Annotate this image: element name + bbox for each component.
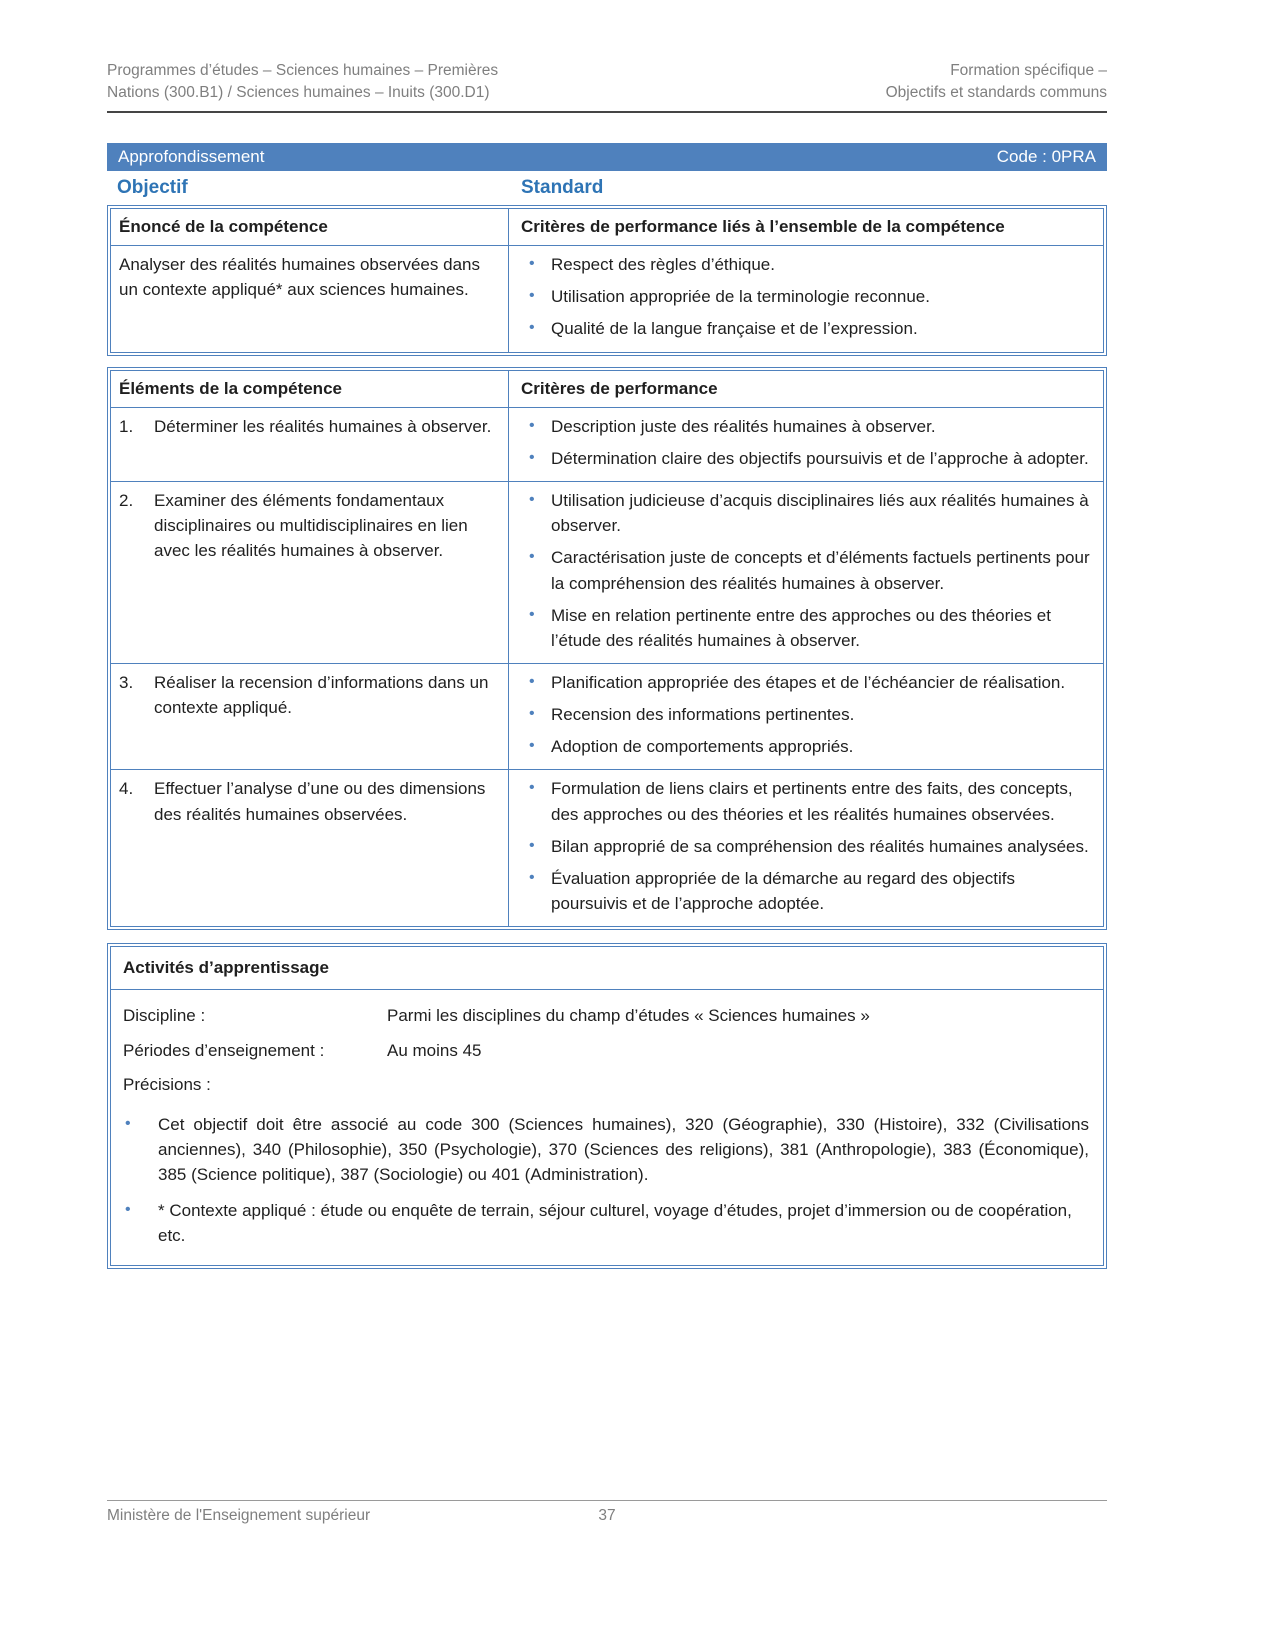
element-number: 4. [119, 779, 134, 799]
discipline-label: Discipline : [123, 1006, 206, 1026]
element-text: Déterminer les réalités humaines à observer. [154, 416, 492, 436]
bullet-icon: • [529, 448, 535, 466]
criterion-text: Détermination claire des objectifs poursuivis et de l’approche à adopter. [551, 448, 1089, 468]
criterion-item [521, 603, 1093, 653]
header-rule [107, 111, 1107, 113]
bullet-icon: • [529, 287, 535, 305]
criterion-item [521, 702, 1093, 727]
column-headings [107, 177, 1107, 199]
element-row-3 [111, 663, 1103, 769]
element-text: Examiner des éléments fondamentaux disciplinaires ou multidisciplinaires en lien avec les réalités humaines à observer. [154, 491, 468, 561]
criterion-text: Recension des informations pertinentes. [551, 705, 855, 725]
criteria-cell [509, 408, 1103, 481]
criteria-list [521, 414, 1093, 471]
header-left-line2: Nations (300.B1) / Sciences humaines – Inuits (300.D1) [107, 84, 490, 102]
element-row-2 [111, 481, 1103, 663]
bullet-icon: • [529, 416, 535, 434]
bullet-icon: • [529, 491, 535, 509]
bullet-icon: • [529, 319, 535, 337]
banner-title: Approfondissement [118, 146, 265, 166]
criterion-text: Utilisation judicieuse d’acquis disciplinaires liés aux réalités humaines à observer. [551, 491, 1089, 536]
criterion-item [521, 776, 1093, 826]
criterion-item [521, 866, 1093, 916]
bullet-icon: • [125, 1114, 131, 1132]
competence-left-header: Énoncé de la compétence [111, 209, 509, 245]
standard-heading: Standard [521, 176, 604, 198]
bullet-icon: • [529, 737, 535, 755]
criteria-list [521, 776, 1093, 916]
criterion-text: Utilisation appropriée de la terminologie reconnue. [551, 287, 930, 307]
header-right-line2: Objectifs et standards communs [885, 84, 1107, 102]
criterion-item [521, 284, 1093, 309]
competence-statement-cell [111, 246, 509, 351]
activities-body [111, 990, 1103, 1264]
element [119, 488, 496, 563]
competence-body-row [111, 245, 1103, 351]
competence-criteria-list [521, 252, 1093, 341]
footer-line [107, 1507, 1107, 1525]
element [119, 670, 496, 720]
criterion-item [521, 446, 1093, 471]
element-text: Effectuer l’analyse d’une ou des dimensions des réalités humaines observées. [154, 779, 486, 824]
criterion-item [521, 488, 1093, 538]
objectif-heading: Objectif [117, 176, 188, 198]
criterion-text: Adoption de comportements appropriés. [551, 737, 854, 757]
note-item [123, 1112, 1089, 1187]
note-text: * Contexte appliqué : étude ou enquête de terrain, séjour culturel, voyage d’études, projet d’immersion ou de coopération, etc. [158, 1201, 1072, 1246]
criterion-text: Qualité de la langue française et de l’expression. [551, 319, 918, 339]
element-number: 2. [119, 491, 134, 511]
competence-criteria-cell [509, 246, 1103, 351]
precisions-notes-list [123, 1112, 1089, 1249]
criterion-item [521, 834, 1093, 859]
bullet-icon: • [529, 672, 535, 690]
discipline-row [123, 1003, 1089, 1028]
note-item [123, 1198, 1089, 1248]
discipline-value: Parmi les disciplines du champ d’études « Sciences humaines » [387, 1006, 870, 1026]
periods-value: Au moins 45 [387, 1040, 482, 1060]
precisions-row [123, 1072, 1089, 1097]
criteria-cell [509, 770, 1103, 926]
bullet-icon: • [529, 548, 535, 566]
criterion-item [521, 670, 1093, 695]
bullet-icon: • [529, 868, 535, 886]
criterion-item [521, 316, 1093, 341]
page-footer [107, 1500, 1107, 1525]
competence-right-header: Critères de performance liés à l’ensemble de la compétence [521, 216, 1005, 236]
bullet-icon: • [529, 779, 535, 797]
criterion-item [521, 545, 1093, 595]
header-right [886, 60, 1107, 105]
criteria-cell [509, 664, 1103, 769]
criterion-text: Respect des règles d’éthique. [551, 255, 775, 275]
note-text: Cet objectif doit être associé au code 300 (Sciences humaines), 320 (Géographie), 330 (Histoire), 332 (Civilisations anciennes), 340 (Philosophie), 350 (Psychologie), 370 (Sciences des religions), 381 (Anthropologie), 383 (Économique), 385 (Science politique), 387 (Sociologie) ou 401 (Administration). [158, 1114, 1089, 1185]
section-banner [107, 143, 1107, 171]
bullet-icon: • [529, 836, 535, 854]
bullet-icon: • [529, 255, 535, 273]
header-right-line1: Formation spécifique – [950, 62, 1107, 79]
header-left [107, 60, 498, 105]
competence-table-header-row [111, 209, 1103, 245]
banner-code: Code : 0PRA [996, 146, 1096, 166]
criterion-item [521, 734, 1093, 759]
bullet-icon: • [529, 605, 535, 623]
element-number: 3. [119, 672, 134, 692]
element [119, 776, 496, 826]
header-left-line1: Programmes d’études – Sciences humaines – Premières [107, 62, 499, 79]
elements-right-header: Critères de performance [521, 378, 718, 398]
page-header [107, 0, 1107, 105]
elements-left-header: Éléments de la compétence [111, 371, 509, 407]
activities-title: Activités d’apprentissage [111, 947, 1103, 990]
activities-box [107, 943, 1107, 1268]
criterion-text: Formulation de liens clairs et pertinents entre des faits, des concepts, des approches ou des théories et les réalités humaines observées. [551, 779, 1073, 824]
competence-table [107, 205, 1107, 356]
elements-table [107, 367, 1107, 931]
elements-table-header-row [111, 371, 1103, 407]
element [119, 414, 496, 439]
criterion-text: Bilan approprié de sa compréhension des réalités humaines analysées. [551, 836, 1089, 856]
element-cell [111, 770, 509, 926]
element-cell [111, 408, 509, 481]
criterion-text: Mise en relation pertinente entre des approches ou des théories et l’étude des réalités humaines à observer. [551, 605, 1051, 650]
criterion-text: Caractérisation juste de concepts et d’éléments factuels pertinents pour la compréhension des réalités humaines à observer. [551, 548, 1090, 593]
page-number: 37 [598, 1507, 616, 1524]
periods-row [123, 1038, 1089, 1063]
competence-statement: Analyser des réalités humaines observées dans un contexte appliqué* aux sciences humaines. [119, 255, 480, 300]
bullet-icon: • [125, 1201, 131, 1219]
element-row-1 [111, 407, 1103, 481]
criterion-text: Planification appropriée des étapes et de l’échéancier de réalisation. [551, 672, 1066, 692]
precisions-label: Précisions : [123, 1074, 211, 1094]
periods-label: Périodes d’enseignement : [123, 1040, 325, 1060]
criteria-list [521, 488, 1093, 653]
footer-ministry: Ministère de l'Enseignement supérieur [107, 1507, 371, 1524]
criterion-item [521, 252, 1093, 277]
page-content [107, 0, 1107, 1269]
criteria-cell [509, 482, 1103, 663]
criterion-text: Évaluation appropriée de la démarche au regard des objectifs poursuivis et de l’approche adoptée. [551, 868, 1016, 914]
element-row-4 [111, 769, 1103, 926]
element-cell [111, 664, 509, 769]
criterion-text: Description juste des réalités humaines à observer. [551, 416, 936, 436]
bullet-icon: • [529, 705, 535, 723]
element-text: Réaliser la recension d’informations dans un contexte appliqué. [154, 672, 489, 718]
criterion-item [521, 414, 1093, 439]
element-cell [111, 482, 509, 663]
criteria-list [521, 670, 1093, 759]
element-number: 1. [119, 416, 134, 436]
footer-rule [107, 1500, 1107, 1501]
